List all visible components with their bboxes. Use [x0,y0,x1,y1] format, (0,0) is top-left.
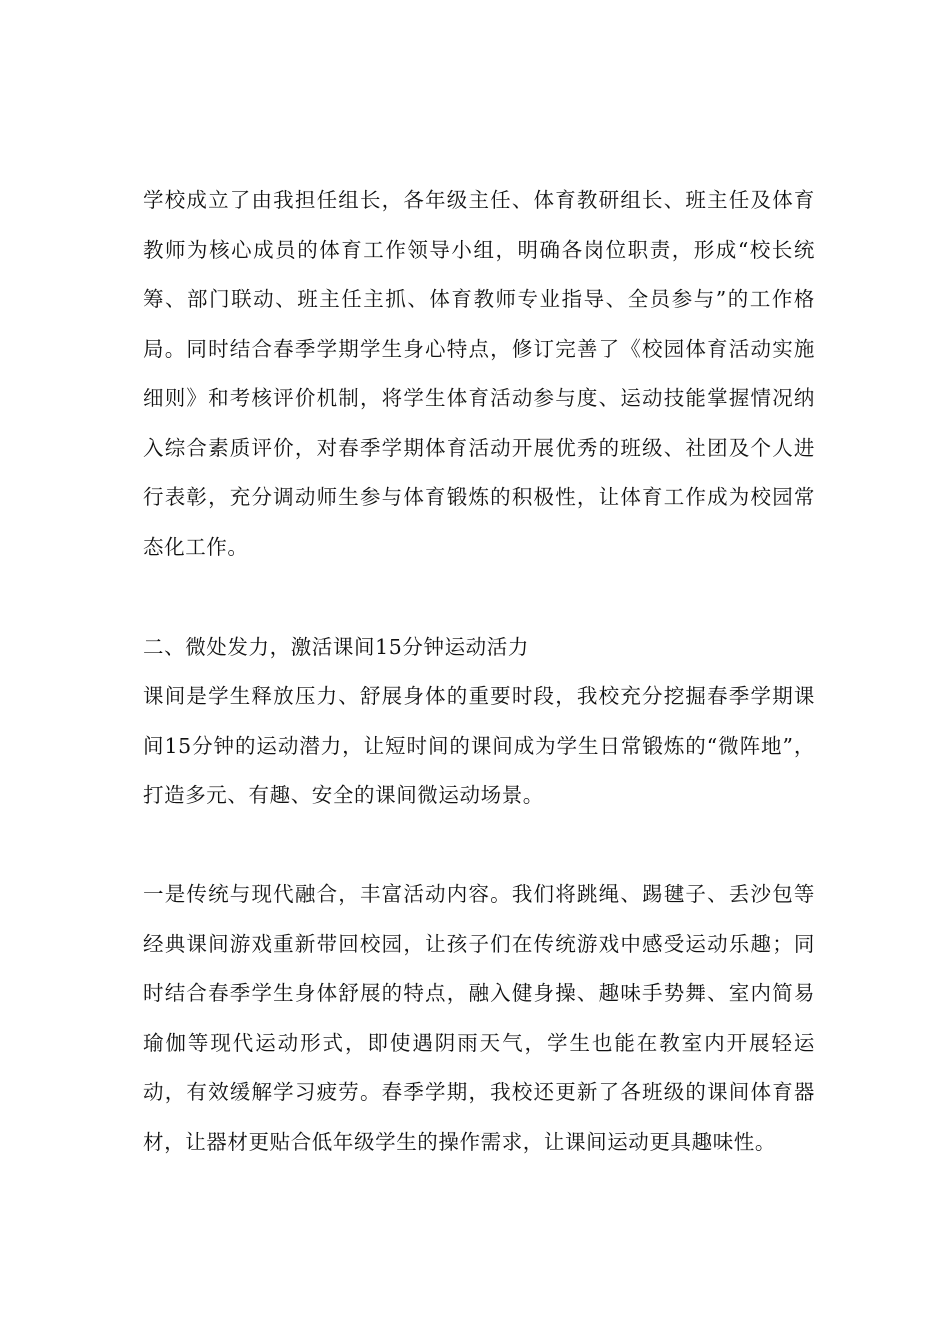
body-paragraph-recess-intro: 课间是学生释放压力、舒展身体的重要时段，我校充分挖掘春季学期课间15分钟的运动潜力，让短时间的课间成为学生日常锻炼的“微阵地”，打造多元、有趣、安全的课间微运动场景。 [143,684,815,807]
body-paragraph-activities: 一是传统与现代融合，丰富活动内容。我们将跳绳、踢毽子、丢沙包等经典课间游戏重新带回校园，让孩子们在传统游戏中感受运动乐趣；同时结合春季学生身体舒展的特点，融入健身操、趣味手势舞、室内简易瑜伽等现代运动形式，即使遇阴雨天气，学生也能在教室内开展轻运动，有效缓解学习疲劳。春季学期，我校还更新了各班级的课间体育器材，让器材更贴合低年级学生的操作需求，让课间运动更具趣味性。 [143,882,815,1154]
section-heading-2: 二、微处发力，激活课间15分钟运动活力 [143,635,529,659]
body-paragraph-leadership: 学校成立了由我担任组长，各年级主任、体育教研组长、班主任及体育教师为核心成员的体育工作领导小组，明确各岗位职责，形成“校长统筹、部门联动、班主任主抓、体育教师专业指导、全员参与”的工作格局。同时结合春季学期学生身心特点，修订完善了《校园体育活动实施细则》和考核评价机制，将学生体育活动参与度、运动技能掌握情况纳入综合素质评价，对春季学期体育活动开展优秀的班级、社团及个人进行表彰，充分调动师生参与体育锻炼的积极性，让体育工作成为校园常态化工作。 [143,188,815,559]
